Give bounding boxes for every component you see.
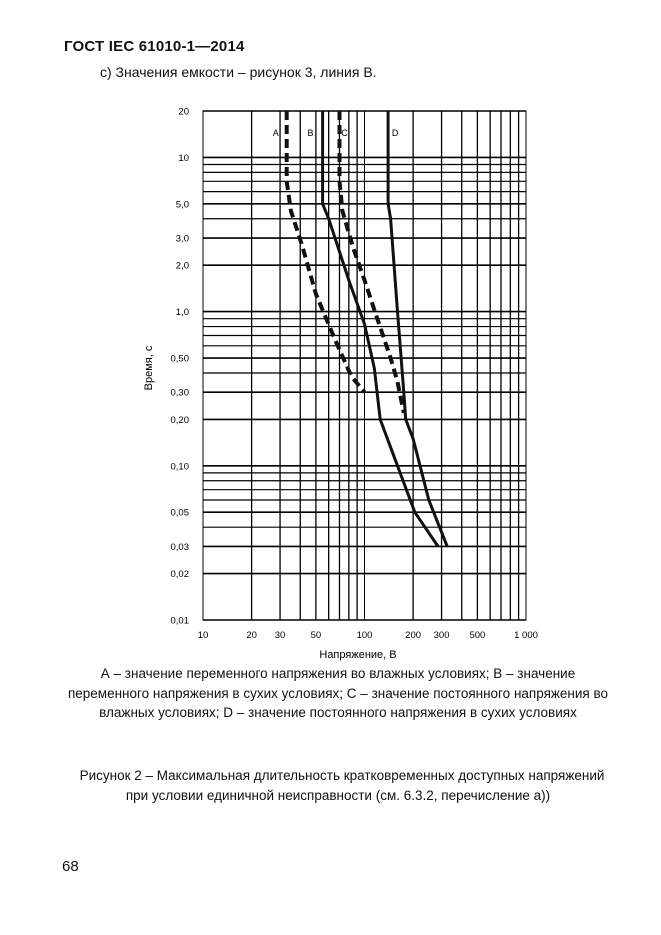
series-label-c: C [341,128,348,138]
subheading: с) Значения емкости – рисунок 3, линия В. [100,64,377,80]
series-label-d: D [391,128,399,138]
x-axis-label: Напряжение, В [319,649,397,661]
y-tick-label: 10 [178,152,189,164]
series-label-b: B [307,128,314,138]
y-tick-label: 2,0 [175,260,189,272]
x-tick-label: 20 [246,630,257,641]
y-tick-label: 0,20 [170,414,189,426]
x-tick-label: 500 [469,630,486,641]
figure-caption-text: Рисунок 2 – Максимальная длительность кратковременных доступных напряжений при условии единичной неисправности (см. 6.3.2, перечисление а)) [79,768,605,803]
x-tick-label: 50 [310,630,322,641]
series-label-a: A [272,128,279,138]
grid-lines [203,111,526,620]
y-tick-label: 0,01 [170,615,189,627]
y-tick-label: 0,30 [170,387,189,399]
y-tick-label: 1,0 [175,307,189,319]
y-tick-label: 0,05 [170,507,189,519]
y-tick-label: 20 [178,106,189,118]
figure-caption [60,766,616,805]
document-header: ГОСТ IEC 61010-1—2014 [64,38,245,55]
x-tick-label: 1 000 [514,630,538,641]
y-axis-label: Время, с [143,345,155,391]
x-tick-label: 300 [433,630,450,641]
x-tick-label: 10 [197,630,209,641]
tick-labels [171,107,538,642]
x-tick-label: 100 [356,630,373,641]
y-tick-label: 0,03 [170,541,189,553]
x-tick-label: 30 [274,630,286,641]
y-tick-label: 0,50 [170,353,189,365]
x-tick-label: 200 [405,630,422,641]
y-tick-label: 0,10 [170,461,189,473]
legend-description: А – значение переменного напряжения во влажных условиях; В – значение переменного напряжения в сухих условиях; С – значение постоянного напряжения во влажных условиях; D – значение постоянного напряжения в сухих условиях [67,666,609,720]
y-tick-label: 0,02 [170,569,189,581]
y-tick-label: 5,0 [175,199,189,211]
y-tick-label: 3,0 [175,233,189,245]
page-number: 68 [62,858,79,875]
